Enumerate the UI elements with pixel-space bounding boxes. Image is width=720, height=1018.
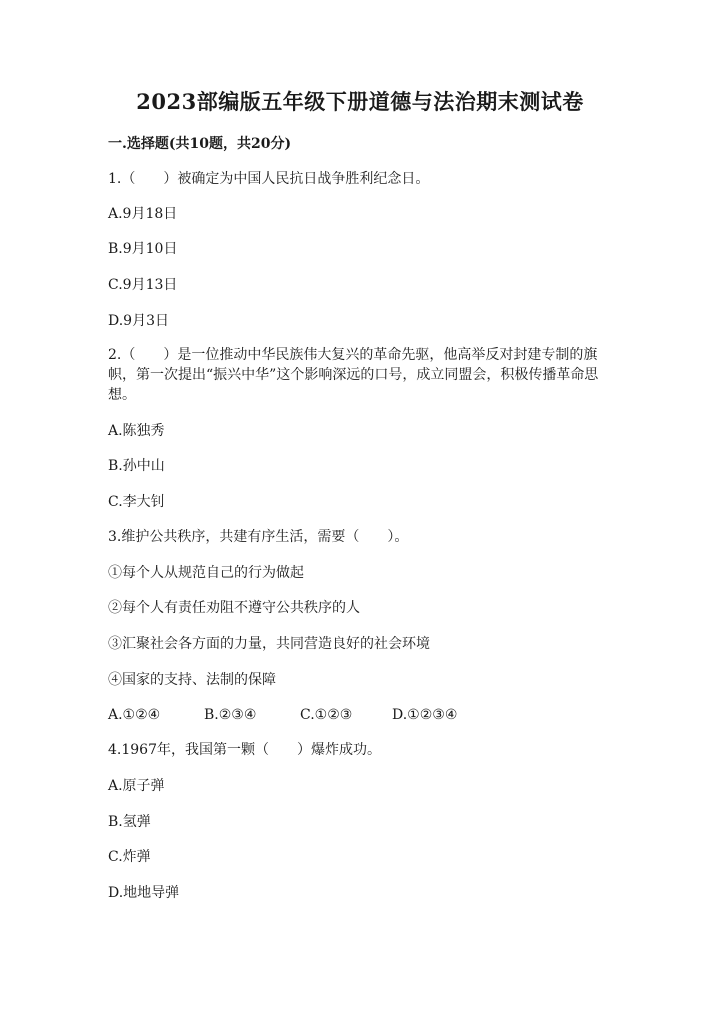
question-3-statement-4: ④国家的支持、法制的保障 — [108, 672, 276, 688]
question-3-statement-3: ③汇聚社会各方面的力量，共同营造良好的社会环境 — [108, 636, 430, 652]
question-1-option-d: D.9月3日 — [108, 313, 169, 329]
question-3-option-b: B.②③④ — [204, 707, 257, 723]
question-2-option-c: C.李大钊 — [108, 494, 165, 510]
question-3-stem: 3.维护公共秩序，共建有序生活，需要（ ）。 — [108, 529, 409, 545]
section-heading: 一.选择题(共10题，共20分) — [108, 136, 292, 152]
page-title: 2023部编版五年级下册道德与法治期末测试卷 — [136, 89, 584, 114]
question-4-option-b: B.氢弹 — [108, 814, 151, 830]
question-4-stem: 4.1967年，我国第一颗（ ）爆炸成功。 — [108, 742, 381, 758]
question-1-option-c: C.9月13日 — [108, 277, 178, 293]
question-1-option-b: B.9月10日 — [108, 241, 178, 257]
question-3-options — [108, 706, 457, 724]
question-4-option-c: C.炸弹 — [108, 849, 151, 865]
question-4-option-d: D.地地导弹 — [108, 885, 180, 901]
question-3-statement-1: ①每个人从规范自己的行为做起 — [108, 565, 304, 581]
question-3-option-c: C.①②③ — [300, 707, 353, 723]
question-2-option-a: A.陈独秀 — [108, 423, 165, 439]
question-3-option-a: A.①②④ — [108, 707, 161, 723]
question-2-stem: 2.（ ）是一位推动中华民族伟大复兴的革命先驱，他高举反对封建专制的旗帜，第一次提出“振兴中华”这个影响深远的口号，成立同盟会，积极传播革命思想。 — [108, 347, 599, 403]
question-4-option-a: A.原子弹 — [108, 778, 165, 794]
question-1-option-a: A.9月18日 — [108, 206, 178, 222]
question-3-option-d: D.①②③④ — [392, 707, 458, 723]
question-3-statement-2: ②每个人有责任劝阻不遵守公共秩序的人 — [108, 600, 360, 616]
question-2-option-b: B.孙中山 — [108, 458, 165, 474]
question-1-stem: 1.（ ）被确定为中国人民抗日战争胜利纪念日。 — [108, 171, 430, 187]
